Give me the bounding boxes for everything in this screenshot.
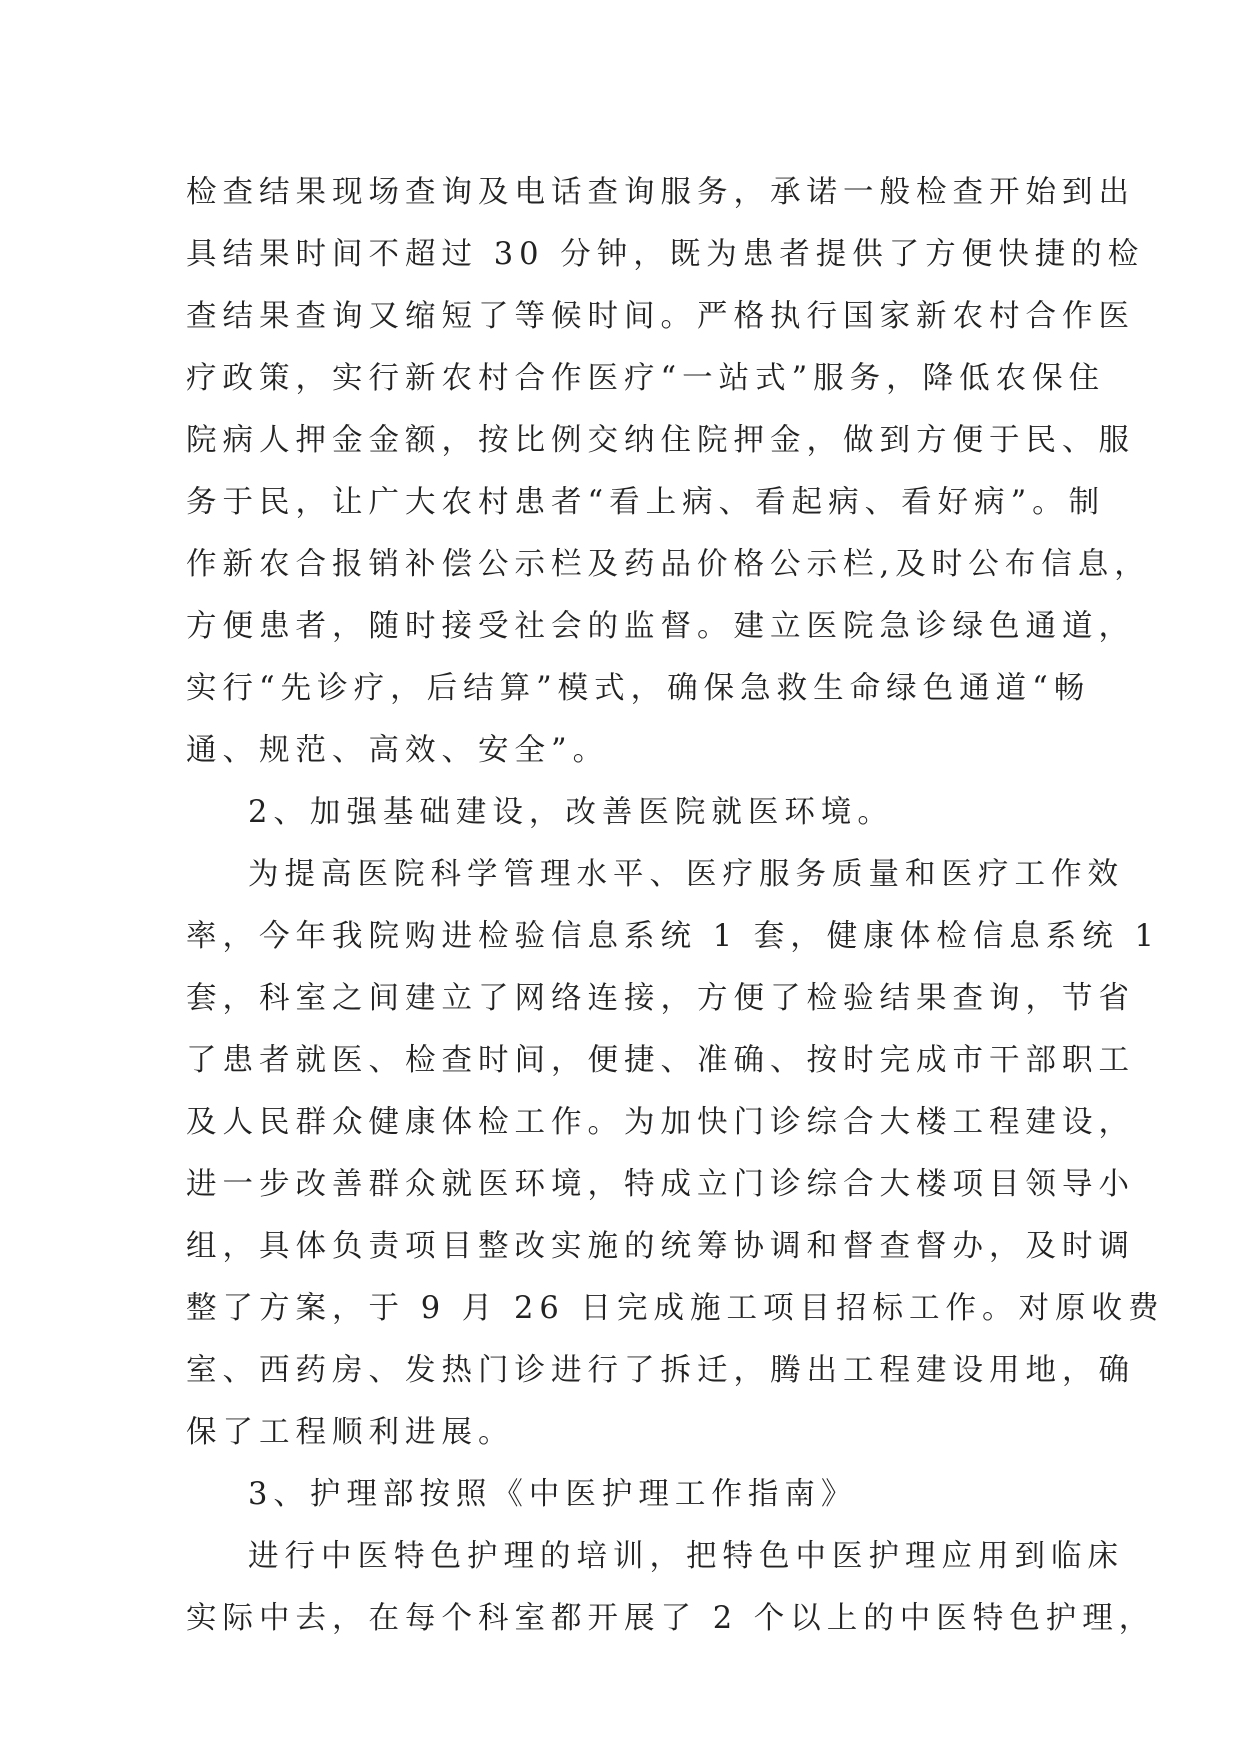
- paragraph-line: 进行中医特色护理的培训，把特色中医护理应用到临床: [248, 1539, 1124, 1574]
- paragraph-line: 套，科室之间建立了网络连接，方便了检验结果查询，节省: [186, 981, 1135, 1016]
- paragraph-line: 实行“先诊疗，后结算”模式，确保急救生命绿色通道“畅: [186, 671, 1091, 706]
- paragraph-line: 方便患者，随时接受社会的监督。建立医院急诊绿色通道，: [186, 609, 1135, 644]
- paragraph-line: 为提高医院科学管理水平、医疗服务质量和医疗工作效: [248, 857, 1124, 892]
- paragraph-line: 整了方案，于 9 月 26 日完成施工项目招标工作。对原收费: [186, 1291, 1165, 1326]
- paragraph-line: 务于民，让广大农村患者“看上病、看起病、看好病”。制: [186, 485, 1106, 520]
- section-heading: 2、加强基础建设，改善医院就医环境。: [248, 795, 894, 830]
- paragraph-line: 疗政策，实行新农村合作医疗“一站式”服务，降低农保住: [186, 361, 1106, 396]
- paragraph-line: 检查结果现场查询及电话查询服务，承诺一般检查开始到出: [186, 175, 1135, 210]
- paragraph-line: 院病人押金金额，按比例交纳住院押金，做到方便于民、服: [186, 423, 1135, 458]
- paragraph-line: 了患者就医、检查时间，便捷、准确、按时完成市干部职工: [186, 1043, 1135, 1078]
- paragraph-line: 进一步改善群众就医环境，特成立门诊综合大楼项目领导小: [186, 1167, 1135, 1202]
- paragraph-line: 组，具体负责项目整改实施的统筹协调和督查督办，及时调: [186, 1229, 1135, 1264]
- section-heading: 3、护理部按照《中医护理工作指南》: [248, 1477, 858, 1512]
- paragraph-line: 及人民群众健康体检工作。为加快门诊综合大楼工程建设，: [186, 1105, 1135, 1140]
- paragraph-line: 室、西药房、发热门诊进行了拆迁，腾出工程建设用地，确: [186, 1353, 1135, 1388]
- paragraph-line: 查结果查询又缩短了等候时间。严格执行国家新农村合作医: [186, 299, 1135, 334]
- paragraph-line: 作新农合报销补偿公示栏及药品价格公示栏,及时公布信息，: [186, 547, 1151, 582]
- paragraph-line: 实际中去，在每个科室都开展了 2 个以上的中医特色护理，: [186, 1601, 1156, 1636]
- paragraph-line: 率，今年我院购进检验信息系统 1 套，健康体检信息系统 1: [186, 919, 1160, 954]
- paragraph-line: 保了工程顺利进展。: [186, 1415, 515, 1450]
- document-body: [186, 162, 1165, 1650]
- paragraph-line: 具结果时间不超过 30 分钟，既为患者提供了方便快捷的检: [186, 237, 1145, 272]
- paragraph-line: 通、规范、高效、安全”。: [186, 733, 610, 768]
